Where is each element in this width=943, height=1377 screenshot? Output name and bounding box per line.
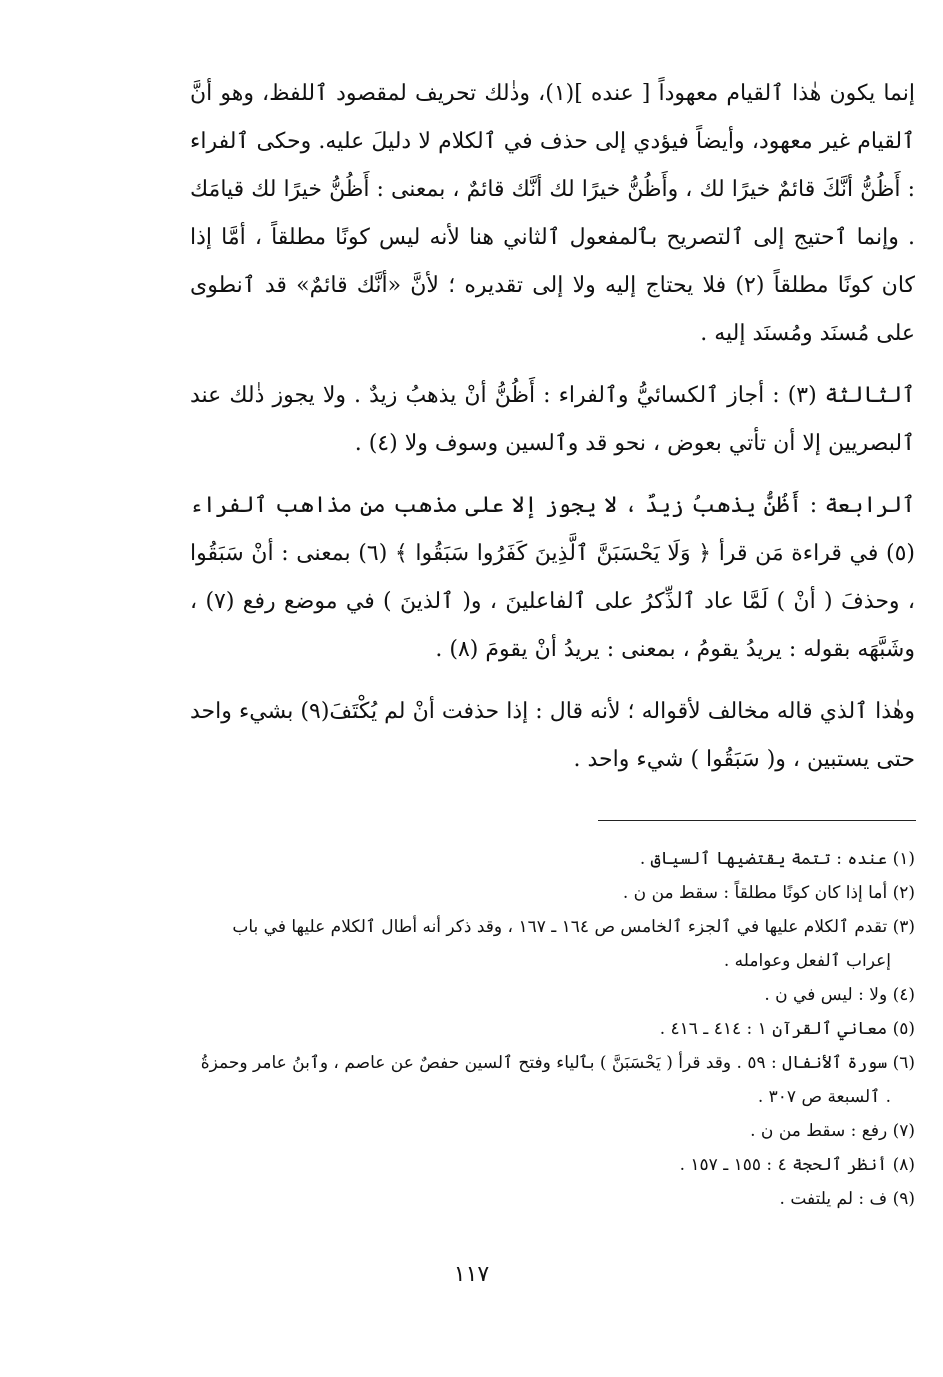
footnote-divider bbox=[598, 820, 916, 821]
footnote-7: (٧) رفع : سقط من ن . bbox=[750, 1121, 915, 1141]
footnote-6: (٦) سورة ٱلأنفال : ٥٩ . وقد قرأ ( يَحْسَبَنَّ ) بٱلياء وفتح ٱلسين حفصٌ عن عاصم ، وٱبنُ عامر وحمزةُ . ٱلسبعة ص ٣٠٧ . bbox=[200, 1053, 915, 1107]
paragraph-third-case: ٱلثالثة (٣) : أجاز ٱلكسائيُّ وٱلفراء : أَظُنُّ أنْ يذهبُ زيدٌ . ولا يجوز ذٰلك عند ٱلبصريين إلا أن تأتي بعوض ، نحو قد وٱلسين وسوف ولا (٤) . bbox=[190, 383, 915, 456]
page-number: ١١٧ bbox=[453, 1262, 490, 1287]
footnote-3: (٣) تقدم ٱلكلام عليها في ٱلجزء ٱلخامس ص ١٦٤ ـ ١٦٧ ، وقد ذكر أنه أطال ٱلكلام عليها في باب إعراب ٱلفعل وعوامله . bbox=[232, 917, 915, 971]
footnote-2: (٢) أما إذا كان كونًا مطلقاً : سقط من ن . bbox=[622, 883, 915, 903]
paragraph-intro: إنما يكون هٰذا ٱلقيام معهوداً [ عنده ](١)، وذٰلك تحريف لمقصود ٱللفظ، وهو أنَّ ٱلقيام غير معهود، وأيضاً فيؤدي إلى حذف في ٱلكلام لا دليلَ عليه. وحكى ٱلفراء : أَظُنُّ أنَّكَ قائمٌ خيرًا لك ، وأَظُنُّ خيرًا لك أنَّك قائمٌ ، بمعنى : أَظُنُّ خيرًا لك قيامَك . وإنما ٱحتيج إلى ٱلتصريح بٱلمفعول ٱلثاني هنا لأنه ليس كونًا مطلقاً ، أمَّا إذا كان كونًا مطلقاً (٢) فلا يحتاج إليه ولا إلى تقديره ؛ لأنَّ «أنَّك قائمٌ» قد ٱنطوى على مُسنَد ومُسنَد إليه . bbox=[190, 81, 915, 346]
footnote-4: (٤) ولا : ليس في ن . bbox=[764, 985, 915, 1005]
footnote-5: (٥) معاني ٱلقرآن ١ : ٤١٤ ـ ٤١٦ . bbox=[659, 1019, 915, 1039]
footnote-9: (٩) ف : لم يلتفت . bbox=[779, 1189, 915, 1209]
footnotes-list bbox=[190, 842, 915, 1216]
footnote-8: (٨) أنظر ٱلحجة ٤ : ١٥٥ ـ ١٥٧ . bbox=[679, 1155, 915, 1175]
main-text bbox=[190, 70, 915, 784]
paragraph-fourth-case: ٱلرابعة : أَظُنُّ يذهبُ زيدٌ ، لا يجوز إلا على مذهب من مذاهب ٱلفراء (٥) في قراءة مَن قرأ ﴿ وَلَا يَحْسَبَنَّ ٱلَّذِينَ كَفَرُوا سَبَقُوا ﴾ (٦) بمعنى : أنْ سَبَقُوا ، وحذفَ ( أنْ ) لَمَّا عاد ٱلذِّكرُ على ٱلفاعلينَ ، و( ٱلذينَ ) في موضع رفع (٧) ، وشَبَّهَه بقوله : يريدُ يقومُ ، بمعنى : يريدُ أنْ يقومَ (٨) . bbox=[190, 493, 915, 662]
footnote-1: (١) عنده : تتمة يقتضيها ٱلسياق . bbox=[639, 849, 915, 869]
paragraph-objection: وهٰذا ٱلذي قاله مخالف لأقواله ؛ لأنه قال : إذا حذفت أنْ لم يُكْتَفَ(٩) بشيء واحد حتى يستبين ، و( سَبَقُوا ) شيء واحد . bbox=[190, 699, 915, 772]
